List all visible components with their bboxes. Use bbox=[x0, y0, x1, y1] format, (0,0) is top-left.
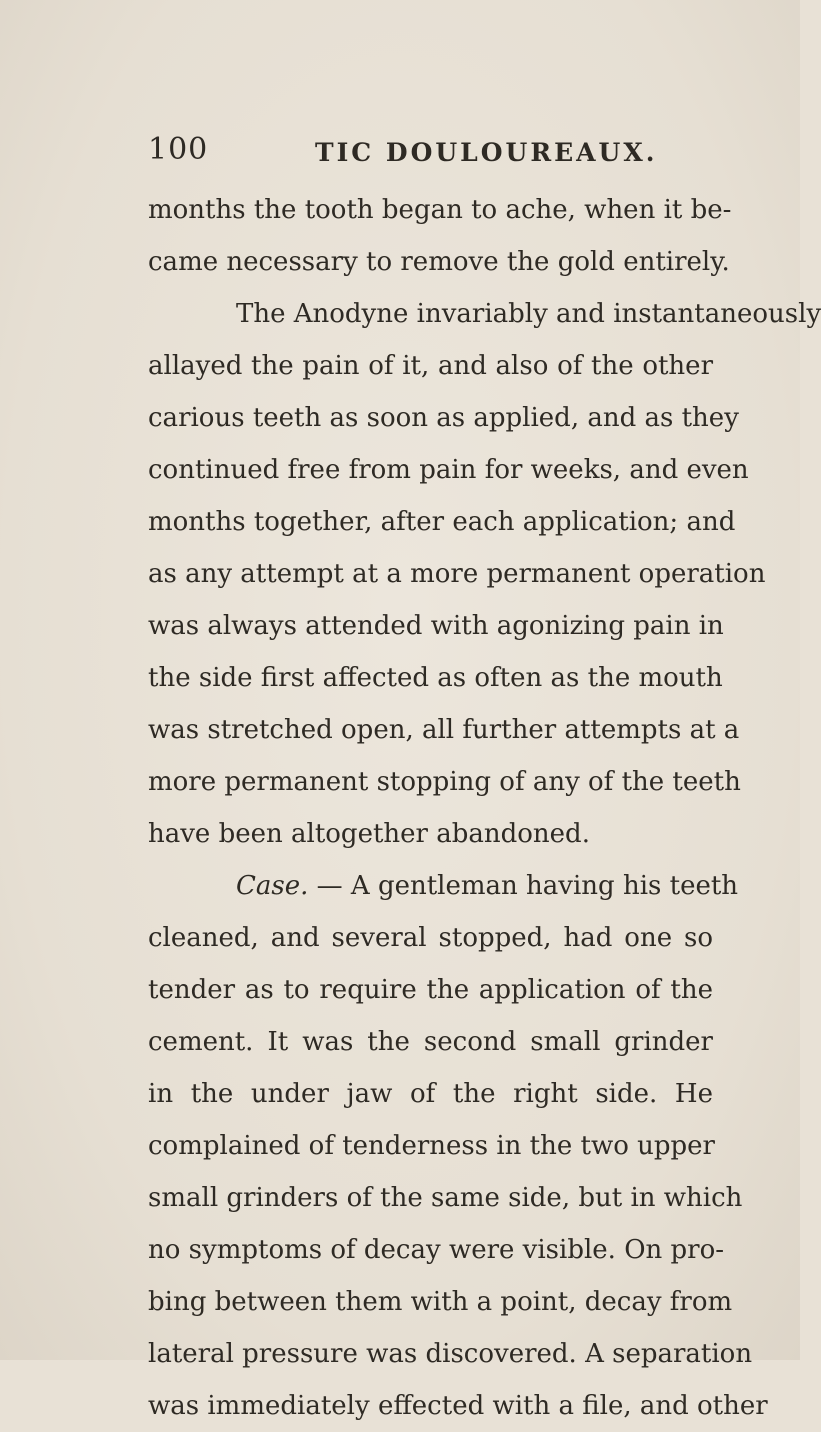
text-line-14 bbox=[148, 860, 739, 912]
text-line-21: no symptoms of decay were visible. On pro- bbox=[148, 1235, 725, 1265]
text-line-10: the side first affected as often as the mouth bbox=[148, 663, 723, 693]
text-line-17: cement. It was the second small grinder bbox=[148, 1027, 713, 1057]
text-line-23: lateral pressure was discovered. A separation bbox=[148, 1339, 753, 1369]
text-line-5: carious teeth as soon as applied, and as they bbox=[148, 403, 739, 433]
text-line-9: was always attended with agonizing pain in bbox=[148, 611, 724, 641]
text-line-8: as any attempt at a more permanent operation bbox=[148, 559, 766, 589]
running-head: TIC DOULOUREAUX. bbox=[315, 138, 658, 167]
text-line-12: more permanent stopping of any of the teeth bbox=[148, 767, 741, 797]
text-line-16: tender as to require the application of the bbox=[148, 975, 713, 1005]
text-line-3: The Anodyne invariably and instantaneously bbox=[236, 299, 821, 329]
text-line-2: came necessary to remove the gold entirely. bbox=[148, 247, 730, 277]
text-line-7: months together, after each application; and bbox=[148, 507, 736, 537]
text-line-15: cleaned, and several stopped, had one so bbox=[148, 923, 713, 953]
body-text bbox=[148, 184, 821, 1432]
text-line-11: was stretched open, all further attempts at a bbox=[148, 715, 740, 745]
text-line-4: allayed the pain of it, and also of the other bbox=[148, 351, 713, 381]
text-line-1: months the tooth began to ache, when it be- bbox=[148, 195, 732, 225]
text-line-22: bing between them with a point, decay from bbox=[148, 1287, 733, 1317]
page-number: 100 bbox=[148, 132, 209, 167]
case-label: Case. bbox=[236, 871, 309, 901]
page-header bbox=[148, 132, 708, 172]
text-line-13: have been altogether abandoned. bbox=[148, 819, 590, 849]
text-line-18: in the under jaw of the right side. He bbox=[148, 1079, 713, 1109]
case-line-text: — A gentleman having his teeth bbox=[316, 871, 739, 901]
text-line-24: was immediately effected with a file, and other bbox=[148, 1391, 768, 1421]
text-line-20: small grinders of the same side, but in which bbox=[148, 1183, 743, 1213]
text-line-19: complained of tenderness in the two upper bbox=[148, 1131, 715, 1161]
text-line-6: continued free from pain for weeks, and even bbox=[148, 455, 749, 485]
